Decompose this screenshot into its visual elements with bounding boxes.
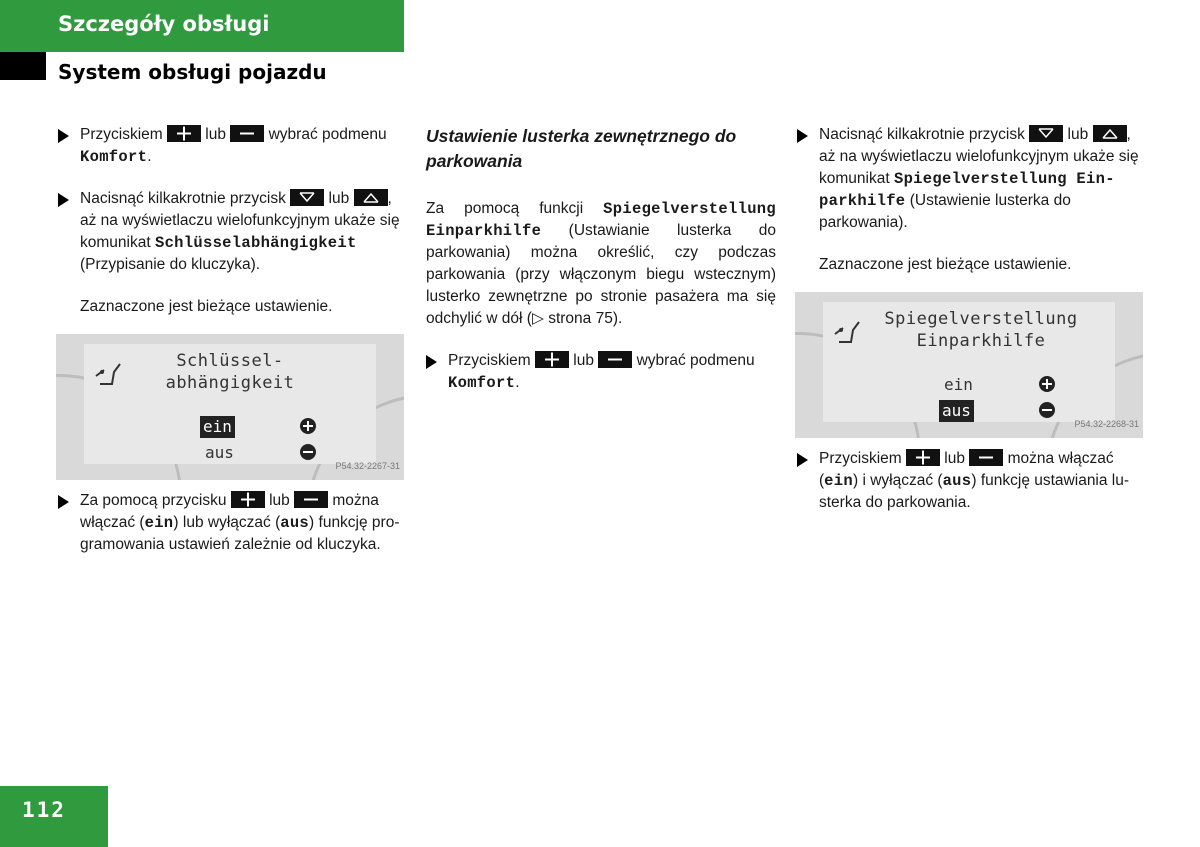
menu-code: Komfort <box>448 374 516 392</box>
step-text: komunikat <box>80 234 151 251</box>
step-text: Za pomocą przycisku <box>80 492 227 509</box>
step-text: lub <box>573 352 594 369</box>
para-text: Za pomocą funkcji <box>426 200 584 217</box>
function-code: Spiegelverstellung Einparkhilfe <box>426 200 776 240</box>
down-arrow-key-icon <box>1029 125 1063 142</box>
option-off: aus <box>939 400 974 422</box>
value-code: aus <box>280 514 310 532</box>
lcd-line: Einparkhilfe <box>916 331 1046 351</box>
lcd-line: abhängigkeit <box>165 373 295 393</box>
instruction-step <box>58 188 408 276</box>
step-text: lub <box>205 126 226 143</box>
menu-code: Schlüsselabhängigkeit <box>154 234 357 252</box>
value-code: ein <box>144 514 174 532</box>
step-text: aż na wyświetlaczu wielofunkcyjnym ukaże się <box>80 212 400 229</box>
step-text: gramowania ustawień zależnie od kluczyka. <box>80 536 381 553</box>
minus-circle-icon <box>300 444 316 460</box>
note-text: Zaznaczone jest bieżące ustawienie. <box>80 298 333 315</box>
step-text: (Przypisanie do kluczyka). <box>80 256 261 273</box>
option-off: aus <box>205 443 234 462</box>
lcd-panel <box>823 302 1115 422</box>
bullet-arrow-icon <box>58 129 69 143</box>
step-text: wybrać podmenu <box>268 126 387 143</box>
step-text: lub <box>269 492 290 509</box>
step-text: ) lub wyłączać ( <box>173 514 281 531</box>
step-text: . <box>515 374 520 391</box>
section-title: Szczegóły obsługi <box>58 12 270 36</box>
down-arrow-key-icon <box>290 189 324 206</box>
minus-key-icon <box>230 125 264 142</box>
option-on: ein <box>200 416 235 438</box>
page-ref-icon: ▷ <box>531 310 544 327</box>
step-text: aż na wyświetlaczu wielofunkcyjnym ukaże się <box>819 148 1139 165</box>
subsection-heading: Ustawienie lusterka zewnętrznego do parkowania <box>426 126 737 171</box>
display-screenshot <box>56 334 404 480</box>
column-3 <box>797 124 1147 534</box>
plus-circle-icon <box>1039 376 1055 392</box>
value-code: aus <box>942 472 972 490</box>
plus-circle-icon <box>300 418 316 434</box>
column-1 <box>58 124 408 576</box>
display-screenshot <box>795 292 1143 438</box>
instruction-step <box>426 350 776 394</box>
bullet-arrow-icon <box>58 193 69 207</box>
step-text: . <box>147 148 152 165</box>
figure-reference: P54.32-2268-31 <box>1074 419 1139 429</box>
lcd-panel <box>84 344 376 464</box>
figure-reference: P54.32-2267-31 <box>335 461 400 471</box>
step-text: ) i wyłączać ( <box>852 472 943 489</box>
note-text: Zaznaczone jest bieżące ustawienie. <box>819 256 1072 273</box>
step-text: sterka do parkowania. <box>819 494 971 511</box>
step-text: ) funkcję ustawiania lu- <box>971 472 1130 489</box>
value-code: ein <box>824 472 853 490</box>
step-text: można <box>332 492 379 509</box>
step-text: lub <box>328 190 350 207</box>
instruction-step <box>58 124 408 168</box>
plus-key-icon <box>906 449 940 466</box>
page-ref-link[interactable]: strona 75). <box>548 310 623 327</box>
minus-circle-icon <box>1039 402 1055 418</box>
lcd-line: Spiegelverstellung <box>884 309 1078 329</box>
para-text: (Ustawianie lusterka do parkowania) można określić, czy podczas parkowania (przy włączonym biegu wstecznym) lusterko zewnętrzne po stronie pasażera ma się odchylić w dół ( <box>426 222 776 327</box>
step-text: , <box>387 190 392 207</box>
bullet-arrow-icon <box>797 129 808 143</box>
instruction-step <box>58 490 408 556</box>
instruction-step <box>797 448 1147 514</box>
step-text: (Ustawienie lusterka do <box>909 192 1071 209</box>
section-header-bar <box>0 0 404 52</box>
up-arrow-key-icon <box>354 189 388 206</box>
step-text: komunikat <box>819 170 890 187</box>
menu-code: Komfort <box>80 148 148 166</box>
plus-key-icon <box>231 491 265 508</box>
step-text: włączać ( <box>80 514 145 531</box>
bullet-arrow-icon <box>426 355 437 369</box>
page-number-box <box>0 786 108 847</box>
plus-key-icon <box>167 125 201 142</box>
subsection-title: System obsługi pojazdu <box>58 60 327 84</box>
page-number: 112 <box>22 798 66 822</box>
up-arrow-key-icon <box>1093 125 1127 142</box>
step-text: Przyciskiem <box>819 450 902 467</box>
minus-key-icon <box>598 351 632 368</box>
minus-key-icon <box>969 449 1003 466</box>
step-text: Przyciskiem <box>448 352 531 369</box>
step-text: , <box>1126 126 1131 143</box>
bullet-arrow-icon <box>797 453 808 467</box>
minus-key-icon <box>294 491 328 508</box>
plus-key-icon <box>535 351 569 368</box>
description-paragraph <box>426 198 776 330</box>
function-code: Spiegelverstellung Ein- <box>893 170 1115 188</box>
instruction-step <box>797 124 1147 234</box>
column-2 <box>426 124 776 414</box>
function-code: parkhilfe <box>819 192 906 210</box>
section-marker <box>0 52 46 80</box>
step-text: parkowania). <box>819 214 908 231</box>
step-text: ) funkcję pro- <box>309 514 400 531</box>
step-text: wybrać podmenu <box>636 352 755 369</box>
step-text: Nacisnąć kilkakrotnie przycisk <box>80 190 286 207</box>
step-text: można włączać <box>1007 450 1114 467</box>
step-text: lub <box>1067 126 1089 143</box>
step-text: Nacisnąć kilkakrotnie przycisk <box>819 126 1025 143</box>
step-text: ( <box>819 472 825 489</box>
option-on: ein <box>944 375 973 394</box>
step-text: Przyciskiem <box>80 126 163 143</box>
step-text: lub <box>944 450 965 467</box>
bullet-arrow-icon <box>58 495 69 509</box>
lcd-line: Schlüssel- <box>176 351 284 371</box>
